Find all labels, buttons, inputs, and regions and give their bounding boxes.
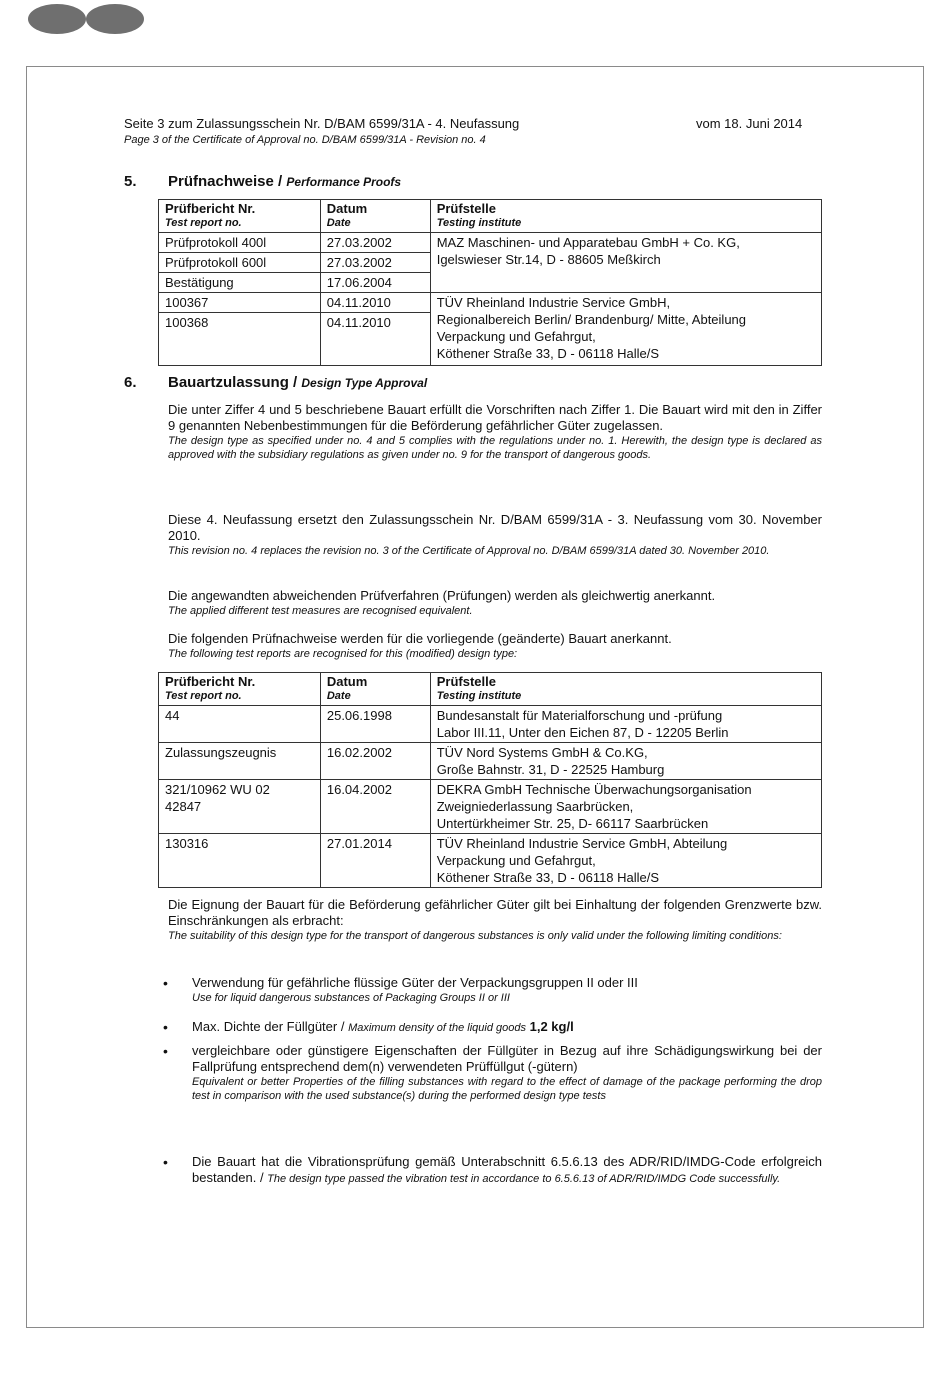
col-header-report: Prüfbericht Nr. Test report no.	[159, 200, 321, 233]
cell-institute: Bundesanstalt für Materialforschung und -prüfung Labor III.11, Unter den Eichen 87, D - 12205 Berlin	[430, 706, 821, 743]
cell-report: 44	[159, 706, 321, 743]
table-row	[159, 706, 822, 743]
table-row	[159, 293, 822, 313]
section-5-title	[168, 173, 401, 190]
bullet-vibration-test: Die Bauart hat die Vibrationsprüfung gemäß Unterabschnitt 6.5.6.13 des ADR/RID/IMDG-Code erfolgreich bestanden. / The design type passed the vibration test in accordance to 6.5.6.13 of ADR/RID/IMDG Code successfully.	[192, 1154, 822, 1185]
page-header-en: Page 3 of the Certificate of Approval no. D/BAM 6599/31A - Revision no. 4	[124, 134, 486, 146]
cell-date: 04.11.2010	[320, 313, 430, 366]
marker-dot	[28, 4, 86, 34]
cell-report: 100368	[159, 313, 321, 366]
cell-report: 100367	[159, 293, 321, 313]
cell-date: 04.11.2010	[320, 293, 430, 313]
performance-proofs-table	[158, 199, 822, 366]
paragraph-limiting-conditions: Die Eignung der Bauart für die Beförderung gefährlicher Güter gilt bei Einhaltung der folgenden Grenzwerte bzw. Einschränkungen als erbracht: The suitability of this design type for the transport of dangerous substances is only valid under the following limiting conditions:	[168, 897, 822, 942]
col-header-date: Datum Date	[320, 673, 430, 706]
table-row	[159, 233, 822, 253]
cell-report: 130316	[159, 834, 321, 888]
table-header-row	[159, 200, 822, 233]
cell-report: 321/10962 WU 02 42847	[159, 780, 321, 834]
section-5-number: 5.	[124, 173, 137, 190]
paragraph-approval: Die unter Ziffer 4 und 5 beschriebene Bauart erfüllt die Vorschriften nach Ziffer 1. Die Bauart wird mit den in Ziffer 9 genannten Nebenbestimmungen für die Beförderung gefährlicher Güter zugelassen. The design type as specified under no. 4 and 5 complies with the regulations under no. 1. Herewith, the design type is declared as approved with the subsidiary regulations as given under no. 9 for the transport of dangerous goods.	[168, 402, 822, 461]
cell-date: 16.02.2002	[320, 743, 430, 780]
bullet-filling-substances: vergleichbare oder günstigere Eigenschaften der Füllgüter in Bezug auf ihre Schädigungswirkung bei der Fallprüfung entsprechend dem(n) verwendeten Prüffüllgut (-gütern) Equivalent or better Properties of the filling substances with regard to the effect of damage of the package performing the drop test in comparison with the used substance(s) during the performed design type tests	[192, 1043, 822, 1102]
bullet-marker: •	[163, 975, 168, 991]
section-5-title-de: Prüfnachweise /	[168, 173, 283, 190]
cell-institute: TÜV Nord Systems GmbH & Co.KG, Große Bahnstr. 31, D - 22525 Hamburg	[430, 743, 821, 780]
paragraph-test-measures: Die angewandten abweichenden Prüfverfahren (Prüfungen) werden als gleichwertig anerkannt. The applied different test measures are recognised equivalent.	[168, 588, 716, 617]
cell-report: Prüfprotokoll 400l	[159, 233, 321, 253]
cell-date: 25.06.1998	[320, 706, 430, 743]
bullet-marker: •	[163, 1019, 168, 1035]
cell-report: Zulassungszeugnis	[159, 743, 321, 780]
section-6-number: 6.	[124, 374, 137, 391]
page-header-de: Seite 3 zum Zulassungsschein Nr. D/BAM 6599/31A - 4. Neufassung	[124, 116, 520, 131]
bullet-packaging-groups: Verwendung für gefährliche flüssige Güter der Verpackungsgruppen II oder III Use for liquid dangerous substances of Packaging Groups II or III	[192, 975, 638, 1004]
cell-report: Bestätigung	[159, 273, 321, 293]
table-row	[159, 743, 822, 780]
col-header-date: Datum Date	[320, 200, 430, 233]
marker-dot	[86, 4, 144, 34]
bullet-max-density: Max. Dichte der Füllgüter / Maximum density of the liquid goods 1,2 kg/l	[192, 1019, 574, 1034]
cell-date: 17.06.2004	[320, 273, 430, 293]
table-row	[159, 780, 822, 834]
cell-date: 16.04.2002	[320, 780, 430, 834]
section-6-title	[168, 374, 427, 391]
col-header-institute: Prüfstelle Testing institute	[430, 200, 821, 233]
cell-date: 27.03.2002	[320, 233, 430, 253]
cell-report: Prüfprotokoll 600l	[159, 253, 321, 273]
cell-institute: TÜV Rheinland Industrie Service GmbH, Abteilung Verpackung und Gefahrgut, Köthener Straße 33, D - 06118 Halle/S	[430, 834, 821, 888]
cell-date: 27.03.2002	[320, 253, 430, 273]
col-header-report: Prüfbericht Nr. Test report no.	[159, 673, 321, 706]
cell-institute: TÜV Rheinland Industrie Service GmbH, Regionalbereich Berlin/ Brandenburg/ Mitte, Abteilung Verpackung und Gefahrgut, Köthener Straße 33, D - 06118 Halle/S	[430, 293, 821, 366]
bullet-marker: •	[163, 1154, 168, 1170]
density-value: 1,2 kg/l	[529, 1019, 574, 1034]
paragraph-revision: Diese 4. Neufassung ersetzt den Zulassungsschein Nr. D/BAM 6599/31A - 3. Neufassung vom 30. November 2010. This revision no. 4 replaces the revision no. 3 of the Certificate of Approval no. D/BAM 6599/31A dated 30. November 2010.	[168, 512, 822, 557]
cell-institute: MAZ Maschinen- und Apparatebau GmbH + Co. KG, Igelswieser Str.14, D - 88605 Meßkirch	[430, 233, 821, 293]
bullet-marker: •	[163, 1043, 168, 1059]
test-reports-table	[158, 672, 822, 888]
cell-institute: DEKRA GmbH Technische Überwachungsorganisation Zweigniederlassung Saarbrücken, Untertürkheimer Str. 25, D- 66117 Saarbrücken	[430, 780, 821, 834]
table-row	[159, 834, 822, 888]
section-5-title-en: Performance Proofs	[286, 175, 402, 189]
col-header-institute: Prüfstelle Testing institute	[430, 673, 821, 706]
section-6-title-en: Design Type Approval	[301, 376, 428, 390]
paragraph-test-reports: Die folgenden Prüfnachweise werden für die vorliegende (geänderte) Bauart anerkannt. The following test reports are recognised for this (modified) design type:	[168, 631, 672, 660]
page-header-date: vom 18. Juni 2014	[696, 116, 803, 131]
table-header-row	[159, 673, 822, 706]
section-6-title-de: Bauartzulassung /	[168, 374, 298, 391]
cell-date: 27.01.2014	[320, 834, 430, 888]
